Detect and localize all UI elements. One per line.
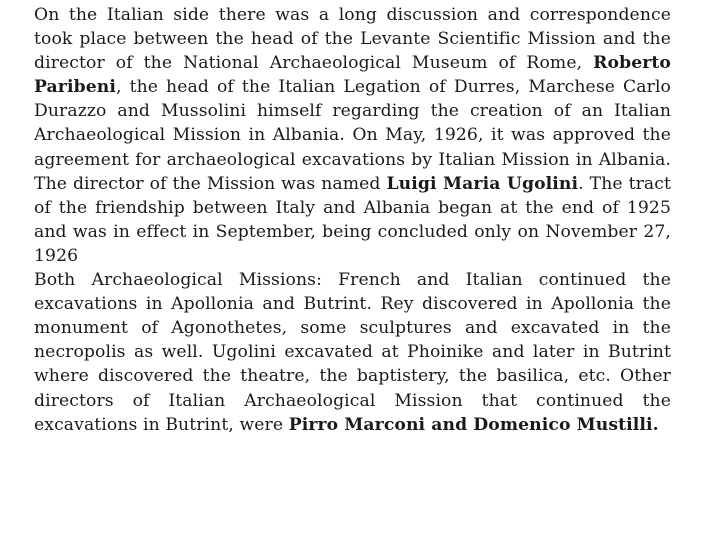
paragraph-italian-mission	[34, 3, 671, 268]
names-marconi-mustilli: Pirro Marconi and Domenico Mustilli.	[288, 414, 659, 435]
body-text	[34, 3, 671, 437]
paragraph-both-missions	[34, 268, 671, 437]
name-roberto-paribeni: Roberto Paribeni	[34, 53, 671, 98]
paragraph2-text-a: Both Archaeological Missions: French and Italian continued the excavations in Apollonia and Butrint. Rey discovered in Apollonia the monument of Agonothetes, some sculptures and excavated in the necropolis as well. Ugolini excavated at Phoinike and later in Butrint where discovered the theatre, the baptistery, the basilica, etc. Other directors of Italian Archaeological Mission that continued the excavations in Butrint, were	[34, 270, 671, 435]
paragraph1-text-a: On the Italian side there was a long discussion and correspondence took place between the head of the Levante Scientific Mission and the director of the National Archaeological Museum of Rome,	[34, 5, 671, 74]
name-luigi-maria-ugolini: Luigi Maria Ugolini	[386, 173, 579, 194]
paragraph1-text-c: . The tract of the friendship between Italy and Albania began at the end of 1925 and was in effect in September, being concluded only on November 27, 1926	[34, 173, 672, 266]
paragraph1-text-b: , the head of the Italian Legation of Durres, Marchese Carlo Durazzo and Mussolini himself regarding the creation of an Italian Archaeological Mission in Albania. On May, 1926, it was approved the agreement for archaeological excavations by Italian Mission in Albania. The director of the Mission was named	[34, 77, 671, 194]
